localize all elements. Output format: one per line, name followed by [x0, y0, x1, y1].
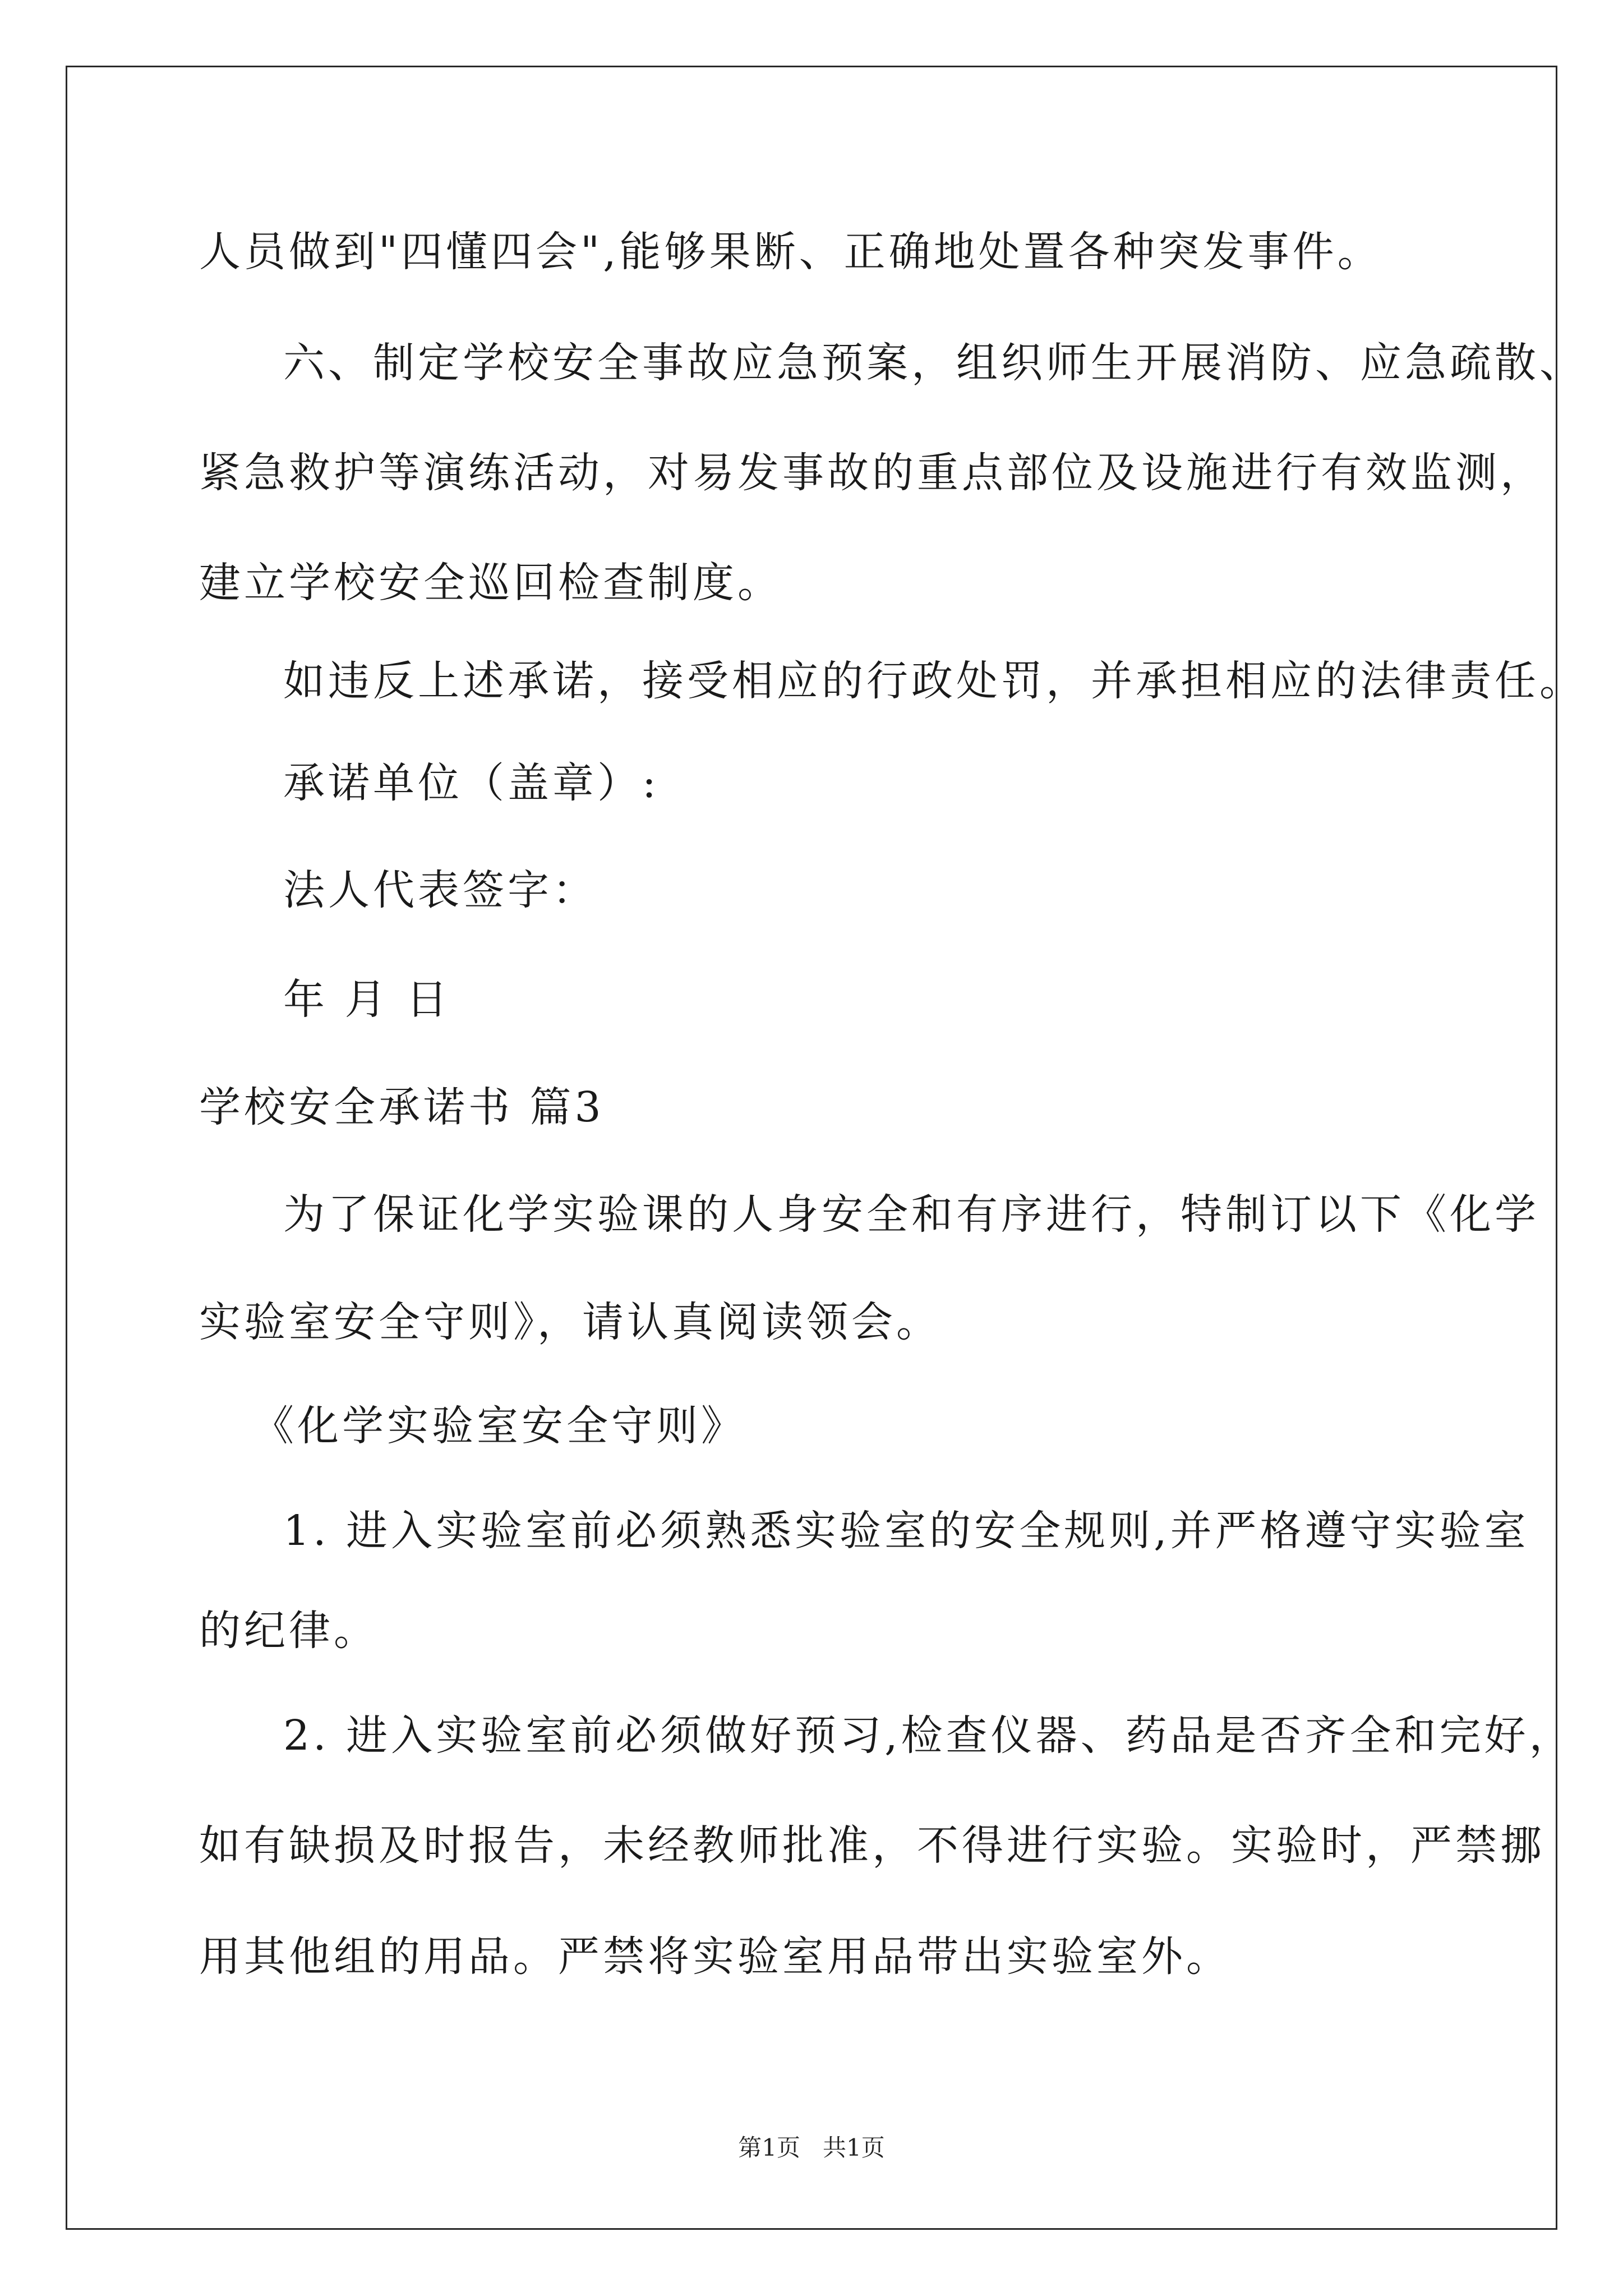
text-line: 如违反上述承诺，接受相应的行政处罚，并承担相应的法律责任。 [283, 657, 1584, 705]
text-line: 年 月 日 [283, 976, 451, 1024]
text-line: 1. 进入实验室前必须熟悉实验室的安全规则,并严格遵守实验室 [283, 1507, 1529, 1555]
text-line: 六、制定学校安全事故应急预案，组织师生开展消防、应急疏散、 [283, 339, 1584, 387]
text-line: 人员做到"四懂四会",能够果断、正确地处置各种突发事件。 [199, 228, 1382, 276]
text-line: 紧急救护等演练活动，对易发事故的重点部位及设施进行有效监测， [199, 449, 1545, 497]
text-line: 承诺单位（盖章）: [283, 759, 660, 807]
text-line: 实验室安全守则》，请认真阅读领会。 [199, 1298, 941, 1346]
section-heading: 学校安全承诺书 篇3 [199, 1083, 605, 1131]
text-line: 2. 进入实验室前必须做好预习,检查仪器、药品是否齐全和完好， [283, 1711, 1574, 1760]
text-line: 如有缺损及时报告，未经教师批准，不得进行实验。实验时，严禁挪 [199, 1821, 1545, 1870]
text-line: 建立学校安全巡回检查制度。 [199, 559, 782, 607]
page-footer [0, 2136, 1623, 2160]
text-line: 的纪律。 [199, 1607, 379, 1655]
page-total: 共1页 [823, 2134, 885, 2161]
text-line: 为了保证化学实验课的人身安全和有序进行，特制订以下《化学 [283, 1190, 1539, 1239]
rules-title: 《化学实验室安全守则》 [252, 1402, 746, 1450]
page-number: 第1页 [738, 2134, 800, 2161]
text-line: 用其他组的用品。严禁将实验室用品带出实验室外。 [199, 1932, 1231, 1981]
text-line: 法人代表签字： [283, 866, 597, 914]
page-border [66, 66, 1557, 2230]
